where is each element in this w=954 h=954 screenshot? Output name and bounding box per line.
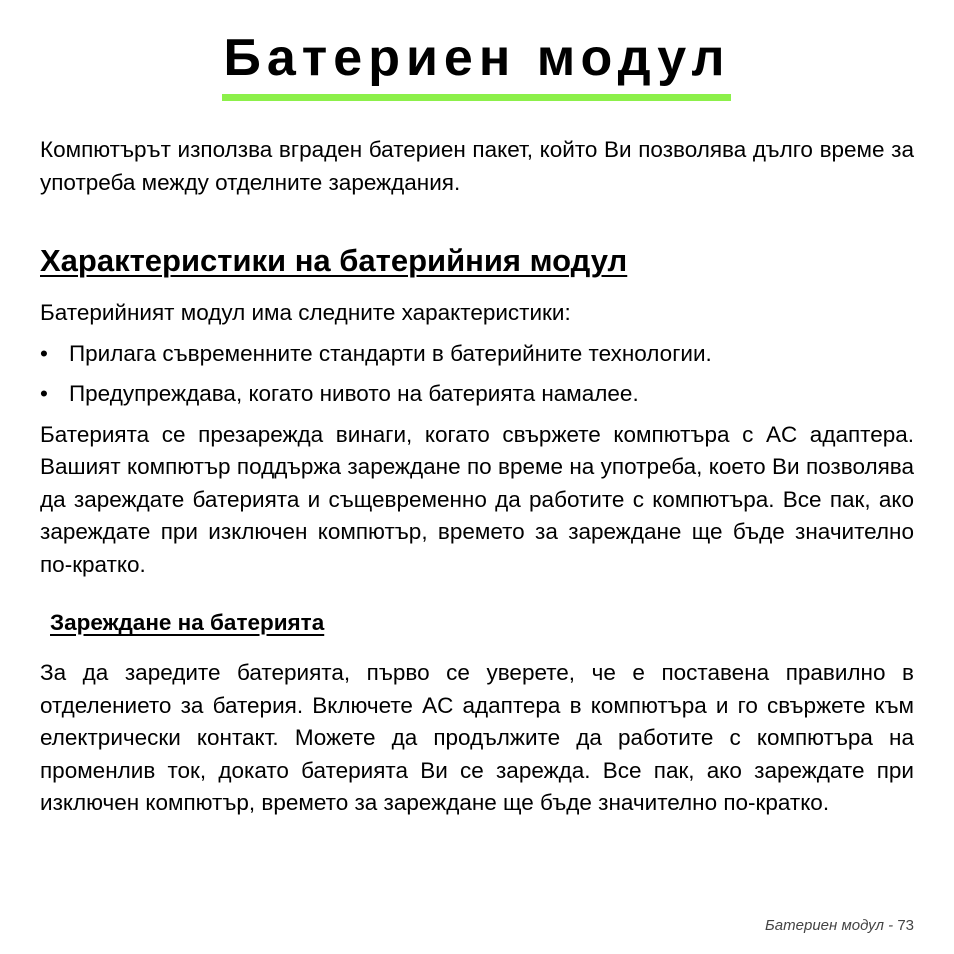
charging-heading: Зареждане на батерията [50,610,325,635]
page-content [40,134,914,820]
list-item [40,378,914,411]
page-footer [765,916,914,936]
bullet-icon: • [40,340,48,366]
features-bullet-list [40,338,914,411]
features-heading: Характеристики на батерийния модул [40,243,628,278]
footer-section-title: Батериен модул - [765,917,894,934]
bullet-icon: • [40,381,48,406]
bullet-text: Прилага съвременните стандарти в батерийните технологии. [69,340,712,366]
charging-body-paragraph: За да заредите батерията, първо се уверете, че е поставена правилно в отделението за батерия. Включете AC адаптера в компютъра и го свържете към електрически контакт. Можете да продължите да работите с компютъра на променлив ток, докато батерията Ви се зарежда. Все пак, ако зареждате при изключен компютър, времето за зареждане ще бъде значително по-кратко. [40,660,914,815]
page-title: Батериен модул [223,29,731,87]
features-body-paragraph: Батерията се презарежда винаги, когато свържете компютъра с AC адаптера. Вашият компютър поддържа зареждане по време на употреба, което Ви позволява да зареждате батерията и същевременно да работите с компютъра. Все пак, ако зареждате при изключен компютър, времето за зареждане ще бъде значително по-кратко. [40,421,914,577]
list-item [40,338,914,371]
intro-paragraph: Компютърът използва вграден батериен пакет, който Ви позволява дълго време за употреба между отделните зареждания. [40,137,914,195]
title-underline-bar [222,94,731,101]
bullet-text: Предупреждава, когато нивото на батерията намалее. [69,381,639,406]
page-number: 73 [897,917,914,934]
features-lead: Батерийният модул има следните характеристики: [40,300,571,325]
